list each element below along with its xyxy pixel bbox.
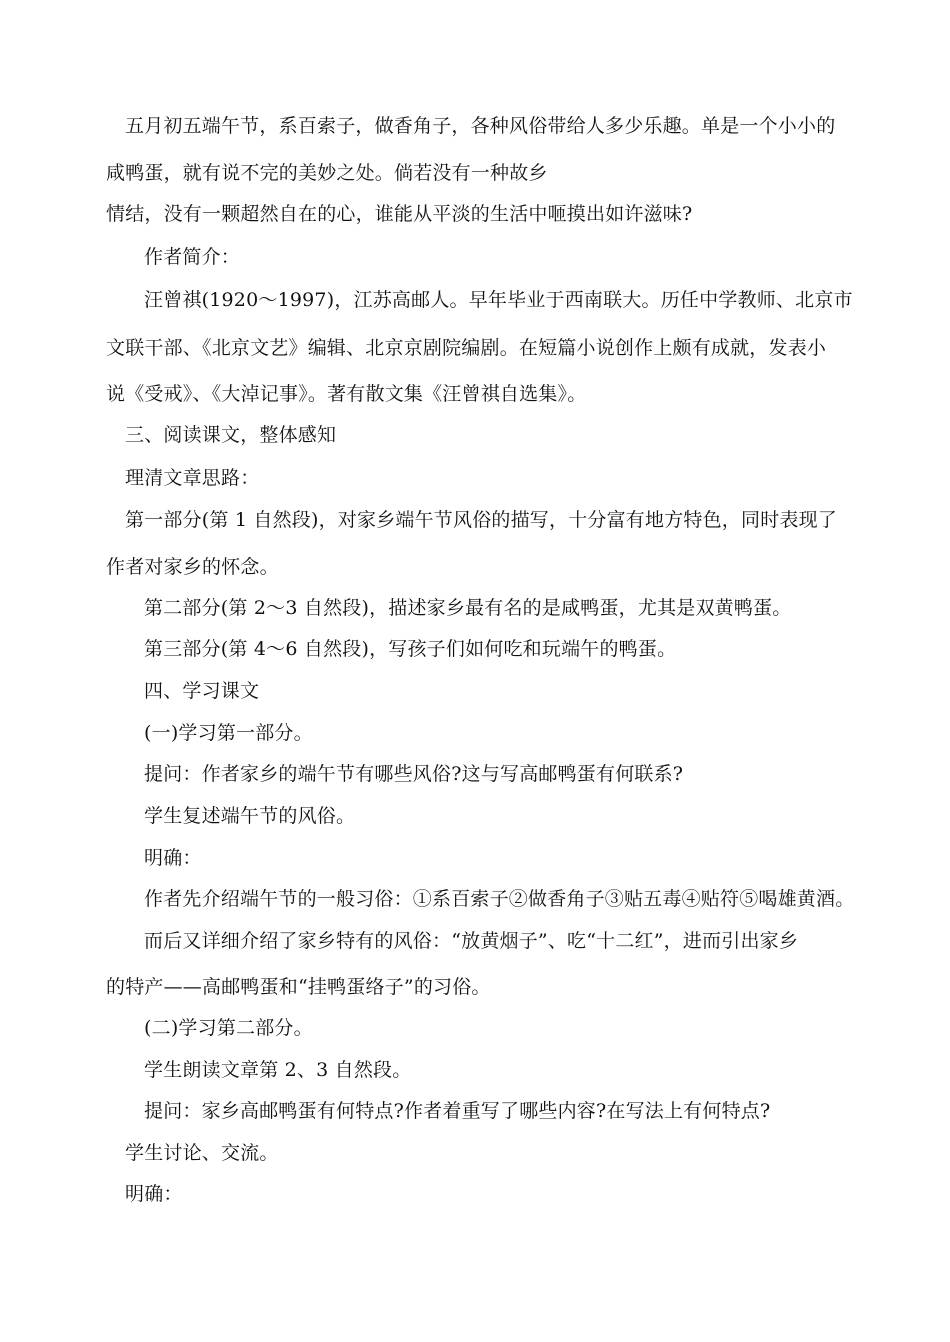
section-label: 明确： [144,847,202,869]
paragraph-line: 学生朗读文章第 2、3 自然段。 [144,1059,412,1081]
section-label: 明确： [125,1183,183,1205]
section-label: 理清文章思路： [125,467,260,489]
subsection-heading: (一)学习第一部分。 [144,722,313,744]
subsection-heading: (二)学习第二部分。 [144,1017,313,1039]
paragraph-line: 咸鸭蛋，就有说不完的美妙之处。倘若没有一种故乡 [106,162,548,184]
paragraph-line: 第三部分(第 4～6 自然段)，写孩子们如何吃和玩端午的鸭蛋。 [144,638,677,660]
paragraph-line: 的特产——高邮鸭蛋和“挂鸭蛋络子”的习俗。 [106,976,491,998]
paragraph-line: 汪曾祺(1920～1997)，江苏高邮人。早年毕业于西南联大。历任中学教师、北京市 [144,289,853,311]
paragraph-line: 学生复述端午节的风俗。 [144,805,356,827]
paragraph-line: 而后又详细介绍了家乡特有的风俗：“放黄烟子”、吃“十二红”，进而引出家乡 [144,930,799,952]
paragraph-line: 第二部分(第 2～3 自然段)，描述家乡最有名的是咸鸭蛋，尤其是双黄鸭蛋。 [144,597,792,619]
paragraph-line: 提问：家乡高邮鸭蛋有何特点?作者着重写了哪些内容?在写法上有何特点? [144,1100,771,1122]
paragraph-line: 文联干部、《北京文艺》编辑、北京京剧院编剧。在短篇小说创作上颇有成就，发表小 [106,337,827,359]
section-heading: 四、学习课文 [144,680,260,702]
section-heading: 三、阅读课文，整体感知 [125,424,337,446]
paragraph-line: 作者先介绍端午节的一般习俗：①系百索子②做香角子③贴五毒④贴符⑤喝雄黄酒。 [144,888,855,910]
section-label: 作者简介： [144,246,241,268]
paragraph-line: 第一部分(第 1 自然段)，对家乡端午节风俗的描写，十分富有地方特色，同时表现了 [125,509,837,531]
paragraph-line: 作者对家乡的怀念。 [106,556,279,578]
paragraph-line: 情结，没有一颗超然自在的心，谁能从平淡的生活中咂摸出如许滋味? [106,203,693,225]
paragraph-line: 学生讨论、交流。 [125,1142,279,1164]
paragraph-line: 提问：作者家乡的端午节有哪些风俗?这与写高邮鸭蛋有何联系? [144,763,684,785]
paragraph-line: 说《受戒》、《大淖记事》。著有散文集《汪曾祺自选集》。 [106,383,587,405]
paragraph-line: 五月初五端午节，系百索子，做香角子，各种风俗带给人多少乐趣。单是一个小小的 [125,115,836,137]
